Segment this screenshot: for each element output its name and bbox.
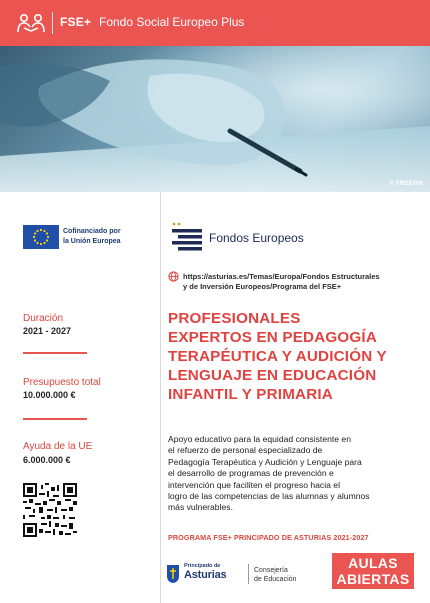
duration-value: 2021 - 2027	[23, 326, 72, 336]
fondos-europeos-label: Fondos Europeos	[209, 231, 304, 245]
hero-image	[0, 46, 430, 192]
description-line: el desarrollo de programas de prevención e	[168, 468, 334, 479]
url-line2[interactable]: y de Inversión Europeos/Programa del FSE+	[183, 282, 342, 291]
header-bar	[0, 0, 430, 46]
people-icon	[16, 12, 46, 34]
title-line: PROFESIONALES	[168, 310, 301, 327]
description-text	[168, 434, 418, 514]
eu-line1: Cofinanciado por	[63, 228, 121, 235]
eu-aid-label: Ayuda de la UE	[23, 441, 93, 452]
consejeria-line1: Consejería	[254, 567, 288, 574]
title-line: INFANTIL Y PRIMARIA	[168, 386, 333, 403]
program-url-link[interactable]	[183, 272, 423, 292]
aulas-line1: AULAS	[348, 555, 398, 571]
eu-line2: la Unión Europea	[63, 238, 121, 245]
globe-icon	[168, 271, 179, 282]
consejeria-label	[254, 566, 296, 584]
url-line1[interactable]: https://asturias.es/Temas/Europa/Fondos Estructurales	[183, 272, 380, 281]
eu-aid-value: 6.000.000 €	[23, 455, 71, 465]
photo-credit: © FREEPIK	[389, 181, 424, 187]
page-title	[168, 309, 426, 404]
budget-value: 10.000.000 €	[23, 390, 76, 400]
description-line: Apoyo educativo para la equidad consistente en	[168, 434, 351, 444]
asturias-label: Asturias	[184, 569, 227, 581]
asturias-crest-icon	[166, 564, 180, 584]
aulas-abiertas-badge	[332, 553, 414, 589]
footer-divider	[248, 564, 249, 584]
duration-label: Duración	[23, 313, 64, 324]
title-line: EXPERTOS EN PEDAGOGÍA	[168, 329, 377, 346]
eu-cofinanciado	[63, 227, 121, 247]
budget-label: Presupuesto total	[23, 377, 101, 388]
stat-divider	[23, 418, 87, 420]
header-divider	[52, 12, 53, 34]
consejeria-line2: de Educación	[254, 576, 297, 583]
description-line: logro de las competencias de las alumnas y alumnos	[168, 491, 370, 502]
description-line: Pedagogía Terapéutica y Audición y Lenguaje para	[168, 456, 362, 467]
description-line: el refuerzo de personal especializado de	[168, 445, 323, 456]
stat-divider	[23, 352, 87, 354]
description-line: intervención que faciliten el progreso hacia el	[168, 479, 340, 490]
qr-code-icon[interactable]	[23, 483, 77, 537]
eu-flag-icon	[23, 225, 59, 249]
brand-name: Fondo Social Europeo Plus	[99, 15, 245, 29]
description-line: más vulnerables.	[168, 502, 233, 513]
hand-writing-photo	[0, 46, 430, 192]
principado-label: Principado de	[184, 563, 221, 569]
aulas-line2: ABIERTAS	[336, 571, 410, 587]
title-line: LENGUAJE EN EDUCACIÓN	[168, 367, 377, 384]
brand-label: FSE+	[60, 15, 92, 29]
fondos-europeos-icon	[168, 221, 204, 251]
program-label: PROGRAMA FSE+ PRINCIPADO DE ASTURIAS 2021-2027	[168, 533, 369, 542]
title-line: TERAPÉUTICA Y AUDICIÓN Y	[168, 348, 387, 365]
column-divider	[160, 192, 161, 603]
